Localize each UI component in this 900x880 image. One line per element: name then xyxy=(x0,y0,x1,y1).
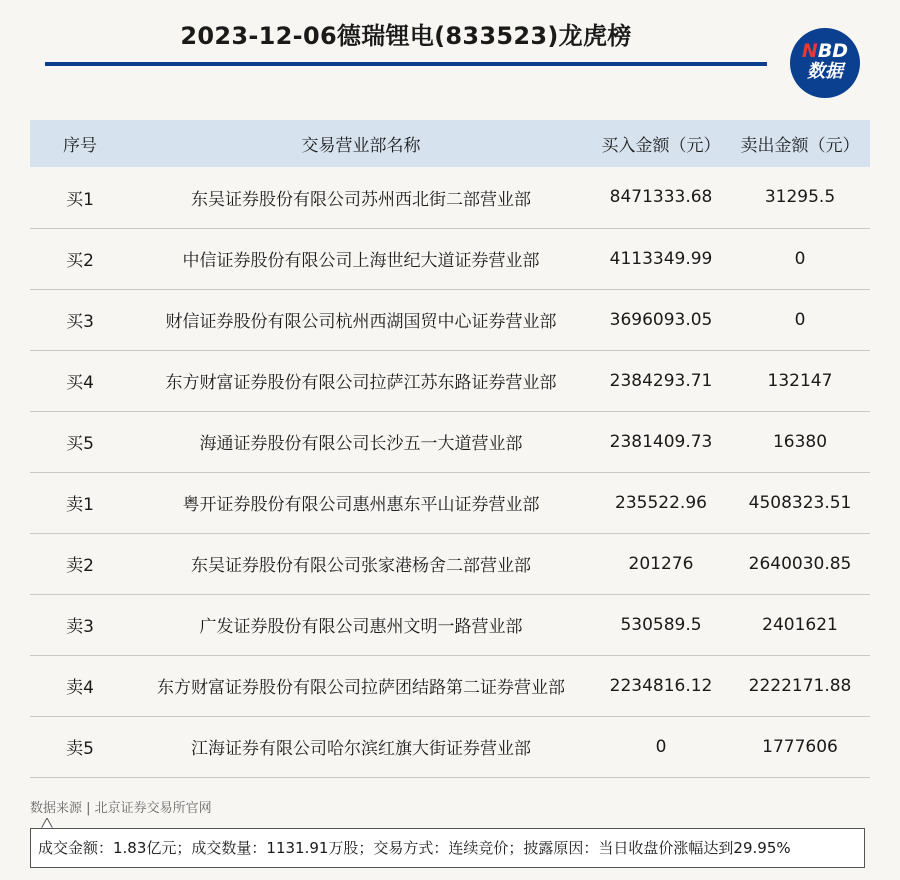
buy-amount: 235522.96 xyxy=(615,492,707,513)
buy-amount: 201276 xyxy=(628,553,694,574)
buy-amount: 0 xyxy=(655,736,667,757)
table-row xyxy=(30,655,870,716)
logo-letter-n: N xyxy=(801,40,818,62)
table-row xyxy=(30,594,870,655)
data-source: 数据来源 | 北京证券交易所官网 xyxy=(30,801,212,816)
table-row xyxy=(30,228,870,289)
buy-amount: 8471333.68 xyxy=(609,187,713,208)
sell-amount: 2222171.88 xyxy=(748,675,852,696)
logo-letters-bd: BD xyxy=(817,40,849,62)
sell-amount: 16380 xyxy=(772,431,828,452)
row-index: 买3 xyxy=(66,312,94,332)
broker-name: 中信证券股份有限公司上海世纪大道证券营业部 xyxy=(182,251,540,271)
nbd-logo xyxy=(790,28,860,98)
broker-name: 广发证券股份有限公司惠州文明一路营业部 xyxy=(199,617,523,637)
row-index: 买5 xyxy=(66,434,94,454)
logo-line-2: 数据 xyxy=(807,61,843,82)
sell-amount: 132147 xyxy=(767,370,833,391)
broker-name: 东吴证券股份有限公司苏州西北街二部营业部 xyxy=(191,189,531,210)
table-row xyxy=(30,716,870,777)
table-row xyxy=(30,167,870,228)
buy-amount: 4113349.99 xyxy=(609,248,713,269)
table-row xyxy=(30,289,870,350)
broker-name: 江海证券有限公司哈尔滨红旗大街证券营业部 xyxy=(191,739,531,759)
row-index: 卖3 xyxy=(66,617,94,637)
row-index: 买1 xyxy=(66,189,94,210)
buy-amount: 530589.5 xyxy=(620,614,702,635)
title-underline xyxy=(45,62,767,66)
buy-amount: 2381409.73 xyxy=(609,431,713,452)
row-index: 卖1 xyxy=(66,495,94,515)
sell-amount: 4508323.51 xyxy=(748,492,852,513)
table-row xyxy=(30,350,870,411)
buy-amount: 2384293.71 xyxy=(609,370,713,391)
broker-name: 东吴证券股份有限公司张家港杨舍二部营业部 xyxy=(191,556,531,576)
row-index: 卖4 xyxy=(66,678,94,698)
row-index: 买4 xyxy=(66,373,94,393)
broker-name: 财信证券股份有限公司杭州西湖国贸中心证券营业部 xyxy=(165,312,557,332)
row-index: 卖5 xyxy=(66,739,94,759)
sell-amount: 0 xyxy=(794,309,806,330)
broker-name: 东方财富证券股份有限公司拉萨江苏东路证券营业部 xyxy=(165,373,557,393)
buy-amount: 2234816.12 xyxy=(609,675,713,696)
header-sell-amount: 卖出金额（元） xyxy=(740,136,860,156)
trade-summary-note: 成交金额：1.83亿元；成交数量：1131.91万股；交易方式：连续竞价；披露原因：当日收盘价涨幅达到29.95% xyxy=(30,828,865,868)
broker-name: 粤开证券股份有限公司惠州惠东平山证券营业部 xyxy=(182,495,540,515)
sell-amount: 31295.5 xyxy=(764,187,836,208)
page-title: 2023-12-06德瑞锂电(833523)龙虎榜 xyxy=(180,22,632,50)
sell-amount: 1777606 xyxy=(762,736,838,757)
broker-name: 东方财富证券股份有限公司拉萨团结路第二证券营业部 xyxy=(157,678,565,698)
header-buy-amount: 买入金额（元） xyxy=(601,136,721,156)
broker-name: 海通证券股份有限公司长沙五一大道营业部 xyxy=(199,434,523,454)
sell-amount: 0 xyxy=(794,248,806,269)
logo-line-1 xyxy=(790,40,860,62)
sell-amount: 2401621 xyxy=(762,614,838,635)
header-broker-name: 交易营业部名称 xyxy=(301,136,421,156)
table-row xyxy=(30,411,870,472)
table-row xyxy=(30,533,870,594)
buy-amount: 3696093.05 xyxy=(609,309,713,330)
header-index: 序号 xyxy=(63,136,97,156)
table-row xyxy=(30,472,870,533)
row-index: 买2 xyxy=(66,251,94,271)
row-index: 卖2 xyxy=(66,556,94,576)
sell-amount: 2640030.85 xyxy=(748,553,852,574)
dragon-tiger-table xyxy=(30,120,870,778)
table-header-row xyxy=(30,120,870,167)
